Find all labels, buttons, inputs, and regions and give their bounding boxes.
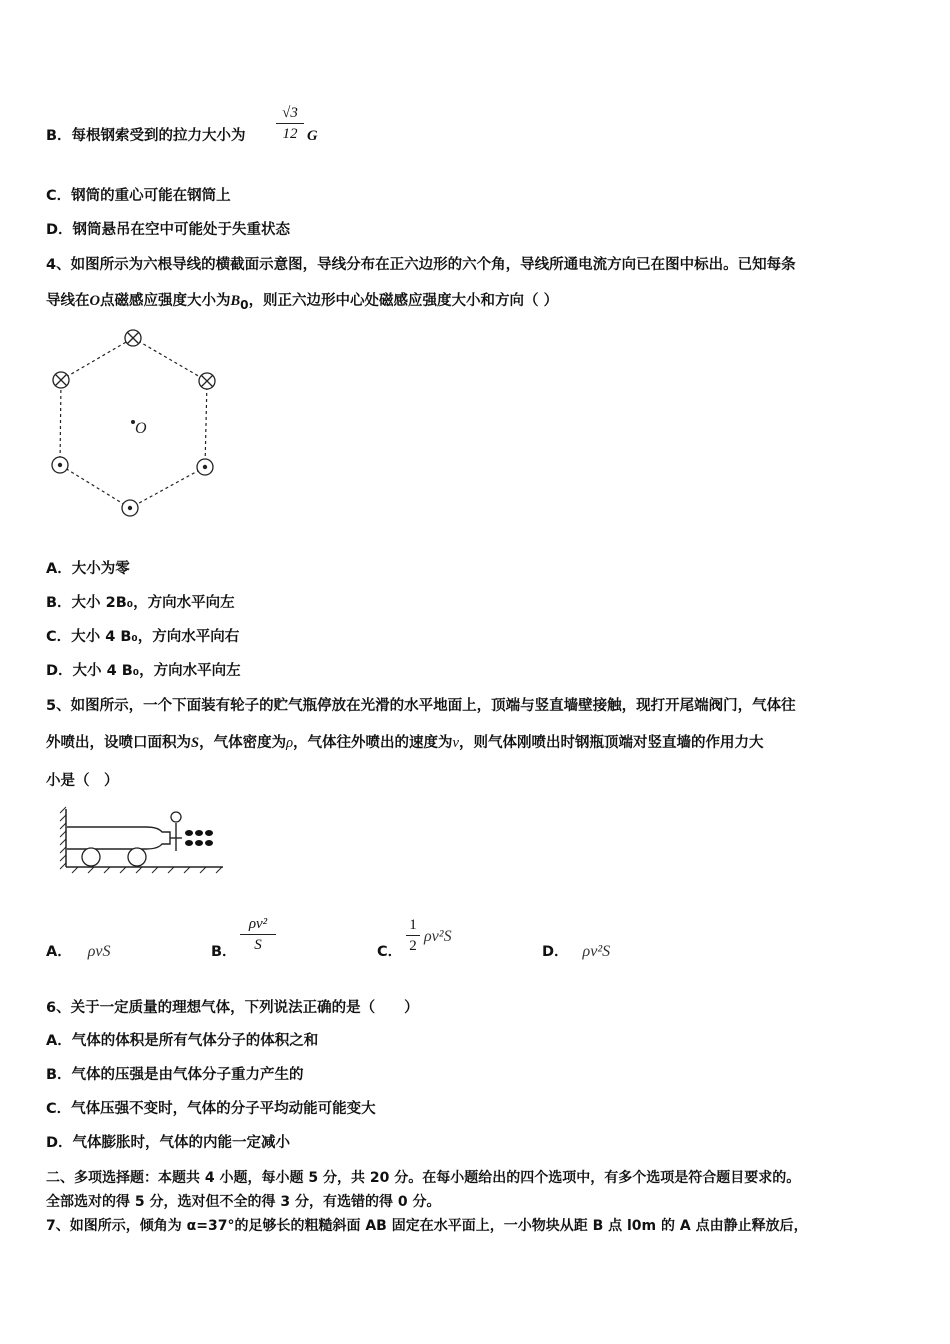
fraction-denominator: 2 xyxy=(409,938,417,954)
q3-option-b: B．每根钢索受到的拉力大小为 xyxy=(46,128,246,144)
q6-stem: 6、关于一定质量的理想气体，下列说法正确的是（ ） xyxy=(46,1000,419,1016)
q6-option-d: D．气体膨胀时，气体的内能一定减小 xyxy=(46,1135,291,1151)
q5-option-b-label: B． xyxy=(211,944,237,960)
fraction-numerator: √3 xyxy=(282,105,298,121)
wire-out-of-page-left xyxy=(52,457,68,473)
center-label: O xyxy=(135,420,147,437)
fraction-denominator: 12 xyxy=(282,126,298,142)
gas-cylinder-diagram xyxy=(58,805,228,875)
q5-stem-line2: 外喷出，设喷口面积为S，气体密度为ρ，气体往外喷出的速度为v，则气体刚喷出时钢瓶顶端对竖直墙的作用力大 xyxy=(46,735,764,751)
q5-option-b-fraction xyxy=(240,915,276,954)
q4-stem-line2: 导线在O点磁感应强度大小为$B_0$，则正六边形中心处磁感应强度大小和方向（ ） xyxy=(46,293,559,312)
section2-line1: 二、多项选择题：本题共 4 小题，每小题 5 分，共 20 分。在每小题给出的四个选项中，有多个选项是符合题目要求的。 xyxy=(46,1170,801,1186)
q5-stem-line3: 小是（ ） xyxy=(46,773,119,789)
q5-option-c-rest: ρv²S xyxy=(424,928,452,945)
q6-option-a: A．气体的体积是所有气体分子的体积之和 xyxy=(46,1033,319,1049)
wire-out-of-page-right xyxy=(197,459,213,475)
q6-option-b: B．气体的压强是由气体分子重力产生的 xyxy=(46,1067,304,1083)
q5-option-d: D． ρv²S xyxy=(542,943,611,960)
q5-option-c-fraction xyxy=(406,916,420,955)
wire-into-page-top xyxy=(125,330,141,346)
q5-option-c-label: C． xyxy=(377,944,403,960)
q4-option-b: B．大小 2B₀，方向水平向左 xyxy=(46,595,235,611)
fraction-numerator: 1 xyxy=(409,917,417,933)
q4-stem-line1: 4、如图所示为六根导线的横截面示意图，导线分布在正六边形的六个角，导线所通电流方向已在图中标出。已知每条 xyxy=(46,257,796,273)
q3-option-c: C．钢筒的重心可能在钢筒上 xyxy=(46,188,231,204)
q3-option-b-symbol: G xyxy=(307,128,318,144)
q5-option-a: A． ρvS xyxy=(46,943,111,960)
hexagon-wires-diagram xyxy=(44,322,234,527)
q4-option-c: C．大小 4 B₀，方向水平向右 xyxy=(46,629,240,645)
q5-stem-line1: 5、如图所示，一个下面装有轮子的贮气瓶停放在光滑的水平地面上，顶端与竖直墙壁接触，现打开尾端阀门，气体往 xyxy=(46,698,796,714)
q4-option-a: A．大小为零 xyxy=(46,561,130,577)
section2-line2: 全部选对的得 5 分，选对但不全的得 3 分，有选错的得 0 分。 xyxy=(46,1194,441,1210)
fraction-denominator: S xyxy=(254,937,262,953)
q4-option-d: D．大小 4 B₀，方向水平向左 xyxy=(46,663,241,679)
q6-option-c: C．气体压强不变时，气体的分子平均动能可能变大 xyxy=(46,1101,376,1117)
q7-stem-line1: 7、如图所示，倾角为 α=37°的足够长的粗糙斜面 AB 固定在水平面上，一小物块从距 B 点 l0m 的 A 点由静止释放后， xyxy=(46,1218,808,1234)
wire-into-page-left xyxy=(53,372,69,388)
wire-out-of-page-bottom xyxy=(122,500,138,516)
wire-into-page-right xyxy=(199,373,215,389)
fraction-numerator: ρv² xyxy=(248,916,268,932)
q3-option-d: D．钢筒悬吊在空中可能处于失重状态 xyxy=(46,222,291,238)
q3-option-b-fraction xyxy=(276,104,304,143)
